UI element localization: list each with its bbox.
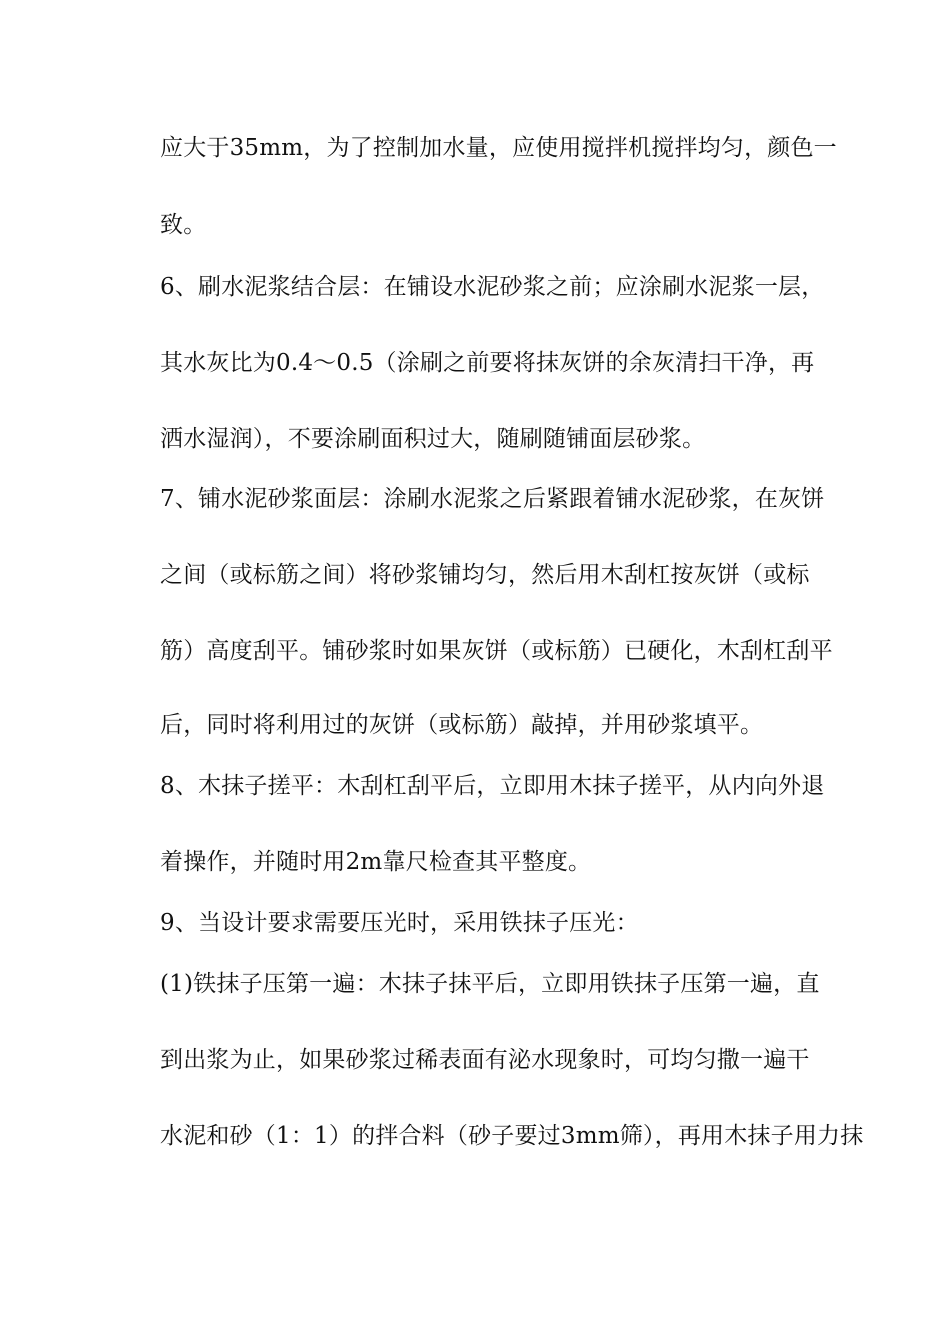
text-line-14: 到出浆为止，如果砂浆过稀表面有泌水现象时，可均匀撒一遍干 <box>160 1047 810 1073</box>
text-line-9: 后，同时将利用过的灰饼（或标筋）敲掉，并用砂浆填平。 <box>160 712 764 738</box>
text-line-6: 7、铺水泥砂浆面层：涂刷水泥浆之后紧跟着铺水泥砂浆，在灰饼 <box>160 486 825 512</box>
text-line-11: 着操作，并随时用2m靠尺检查其平整度。 <box>160 849 592 875</box>
text-line-1: 应大于35mm，为了控制加水量，应使用搅拌机搅拌均匀，颜色一 <box>160 135 837 161</box>
text-line-5: 洒水湿润），不要涂刷面积过大，随刷随铺面层砂浆。 <box>160 426 706 452</box>
text-line-12: 9、当设计要求需要压光时，采用铁抹子压光： <box>160 910 639 936</box>
text-line-15: 水泥和砂（1：1）的拌合料（砂子要过3mm筛），再用木抹子用力抹 <box>160 1123 864 1149</box>
text-line-2: 致。 <box>160 212 207 238</box>
text-line-4: 其水灰比为0.4～0.5（涂刷之前要将抹灰饼的余灰清扫干净，再 <box>160 350 815 376</box>
text-line-3: 6、刷水泥浆结合层：在铺设水泥砂浆之前；应涂刷水泥浆一层， <box>160 274 825 300</box>
text-line-13: (1)铁抹子压第一遍：木抹子抹平后，立即用铁抹子压第一遍，直 <box>160 971 820 997</box>
text-line-8: 筋）高度刮平。铺砂浆时如果灰饼（或标筋）已硬化，木刮杠刮平 <box>160 638 833 664</box>
text-line-7: 之间（或标筋之间）将砂浆铺均匀，然后用木刮杠按灰饼（或标 <box>160 562 810 588</box>
text-line-10: 8、木抹子搓平：木刮杠刮平后，立即用木抹子搓平，从内向外退 <box>160 773 825 799</box>
